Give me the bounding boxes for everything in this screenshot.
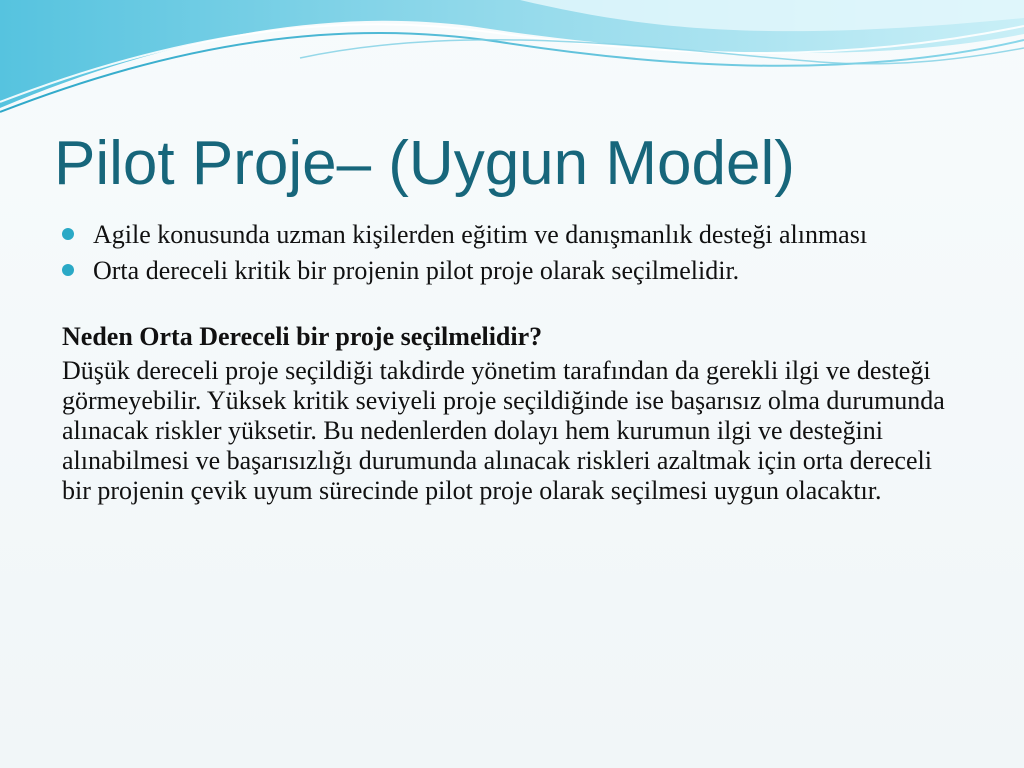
- bullet-item: [62, 220, 967, 250]
- bullet-text: Agile konusunda uzman kişilerden eğitim ve danışmanlık desteği alınması: [93, 220, 868, 249]
- slide-content: [62, 220, 967, 506]
- bullet-list: [62, 220, 967, 286]
- bullet-dot-icon: [62, 228, 74, 240]
- bullet-dot-icon: [62, 264, 74, 276]
- slide-title: Pilot Proje– (Uygun Model): [54, 129, 795, 198]
- header-wave-decoration: [0, 0, 1024, 130]
- question-heading: Neden Orta Dereceli bir proje seçilmelidir?: [62, 322, 543, 351]
- bullet-text: Orta dereceli kritik bir projenin pilot proje olarak seçilmelidir.: [93, 256, 740, 285]
- bullet-item: [62, 256, 967, 286]
- answer-paragraph: Düşük dereceli proje seçildiği takdirde yönetim tarafından da gerekli ilgi ve desteği görmeyebilir. Yüksek kritik seviyeli proje seçildiğinde ise başarısız olma durumunda alınacak riskler yüksetir. Bu nedenlerden dolayı hem kurumun ilgi ve desteğini alınabilmesi ve başarısızlığı durumunda alınacak riskleri azaltmak için orta dereceli bir projenin çevik uyum sürecinde pilot proje olarak seçilmesi uygun olacaktır.: [62, 356, 945, 505]
